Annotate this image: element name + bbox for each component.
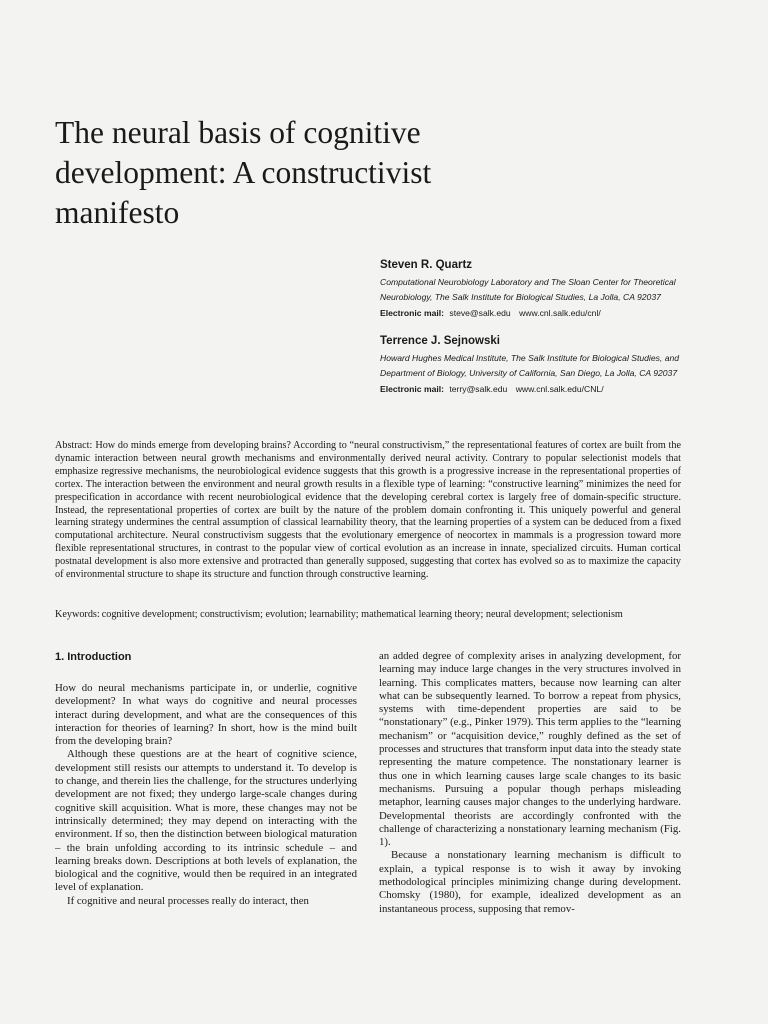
- body-column-right: [379, 650, 681, 916]
- author-contact: [380, 306, 700, 320]
- body-paragraph: an added degree of complexity arises in analyzing development, for learning may induce large changes in the very structures involved in learning. This complicates matters, because now learning can alter what can be subsequently learned. To borrow a repeat from physics, systems with time-dependent properties are said to be “nonstationary” (e.g., Pinker 1979). This term applies to the “learning mechanism” or “acquisition device,” roughly defined as the set of processes and structures that transform input data into the steady state representing the mature competence. The nonstationary learner is thus one in which learning causes large scale changes to its basic mechanisms. Pursuing a popular though perhaps misleading metaphor, learning causes major changes to the underlying hardware. Developmental theorists are accordingly confronted with the challenge of characterizing a nonstationary learning mechanism (Fig. 1).: [379, 650, 681, 849]
- keywords: [55, 609, 681, 622]
- author-url[interactable]: www.cnl.salk.edu/cnl/: [519, 308, 601, 319]
- abstract-label: Abstract:: [55, 440, 93, 451]
- email-label: Electronic mail:: [380, 384, 444, 395]
- body-paragraph: How do neural mechanisms participate in, or underlie, cognitive development? In what ways do cognitive and neural processes interact during development, and what are the consequences of this interaction for theories of learning? In short, how is the mind built from the developing brain?: [55, 682, 357, 748]
- abstract: [55, 440, 681, 582]
- author-block-2: [380, 334, 700, 396]
- body-column-left: [55, 650, 357, 908]
- body-paragraph: Although these questions are at the heart of cognitive science, development still resists our attempts to understand it. To develop is to change, and therein lies the challenge, for the structures underlying development are not fixed; they undergo large-scale changes during cognitive skill acquisition. What is more, these changes may not be intrinsically determined; they may depend on interacting with the environment. If so, then the distinction between biological maturation – the brain unfolding according to its intrinsic schedule – and learning breaks down. Descriptions at both levels of explanation, the biological and the cognitive, would then be required in an integrated level of explanation.: [55, 748, 357, 894]
- author-block-1: [380, 258, 700, 320]
- author-affiliation: Computational Neurobiology Laboratory and The Sloan Center for Theoretical Neurobiology, The Salk Institute for Biological Studies, La Jolla, CA 92037: [380, 277, 676, 303]
- author-contact: [380, 382, 700, 396]
- abstract-text: How do minds emerge from developing brains? According to “neural constructivism,” the representational features of cortex are built from the dynamic interaction between neural growth mechanisms and environmentally derived neural activity. Contrary to popular selectionist models that emphasize regressive mechanisms, the neurobiological evidence suggests that this growth is a progressive increase in the representational properties of cortex. The interaction between the environment and neural growth results in a flexible type of learning: “constructive learning” minimizes the need for prespecification in accordance with recent neurobiological evidence that the developing cerebral cortex is largely free of domain-specific structure. Instead, the representational properties of cortex are built by the nature of the problem domain confronting it. This uniquely powerful and general learning strategy undermines the central assumption of classical learnability theory, that the learning properties of a system can be deduced from a fixed computational architecture. Neural constructivism suggests that the evolutionary emergence of neocortex in mammals is a progression toward more flexible representational structures, in contrast to the popular view of cortical evolution as an increase in innate, specialized circuits. Human cortical postnatal development is also more extensive and protracted than generally supposed, suggesting that cortex has evolved so as to maximize the capacity of environmental structure to shape its structure and function through constructive learning.: [55, 440, 681, 581]
- keywords-text: cognitive development; constructivism; evolution; learnability; mathematical learning theory; neural development; selectionism: [101, 609, 623, 620]
- author-email[interactable]: terry@salk.edu: [449, 384, 508, 395]
- section-heading: 1. Introduction: [55, 651, 132, 663]
- author-url[interactable]: www.cnl.salk.edu/CNL/: [515, 384, 604, 395]
- body-paragraph: If cognitive and neural processes really do interact, then: [67, 894, 309, 907]
- author-name: Terrence J. Sejnowski: [380, 335, 500, 347]
- article-title: The neural basis of cognitive development: A constructivist manifesto: [55, 115, 432, 230]
- author-affiliation: Howard Hughes Medical Institute, The Salk Institute for Biological Studies, and Department of Biology, University of California, San Diego, La Jolla, CA 92037: [380, 353, 680, 379]
- email-label: Electronic mail:: [380, 308, 444, 319]
- body-paragraph: Because a nonstationary learning mechanism is difficult to explain, a typical response is to wish it away by invoking methodological principles minimizing change during development. Chomsky (1980), for example, idealized development as an instantaneous process, supposing that remov-: [379, 849, 681, 915]
- author-name: Steven R. Quartz: [380, 259, 473, 271]
- author-email[interactable]: steve@salk.edu: [449, 308, 511, 319]
- keywords-label: Keywords:: [55, 609, 100, 620]
